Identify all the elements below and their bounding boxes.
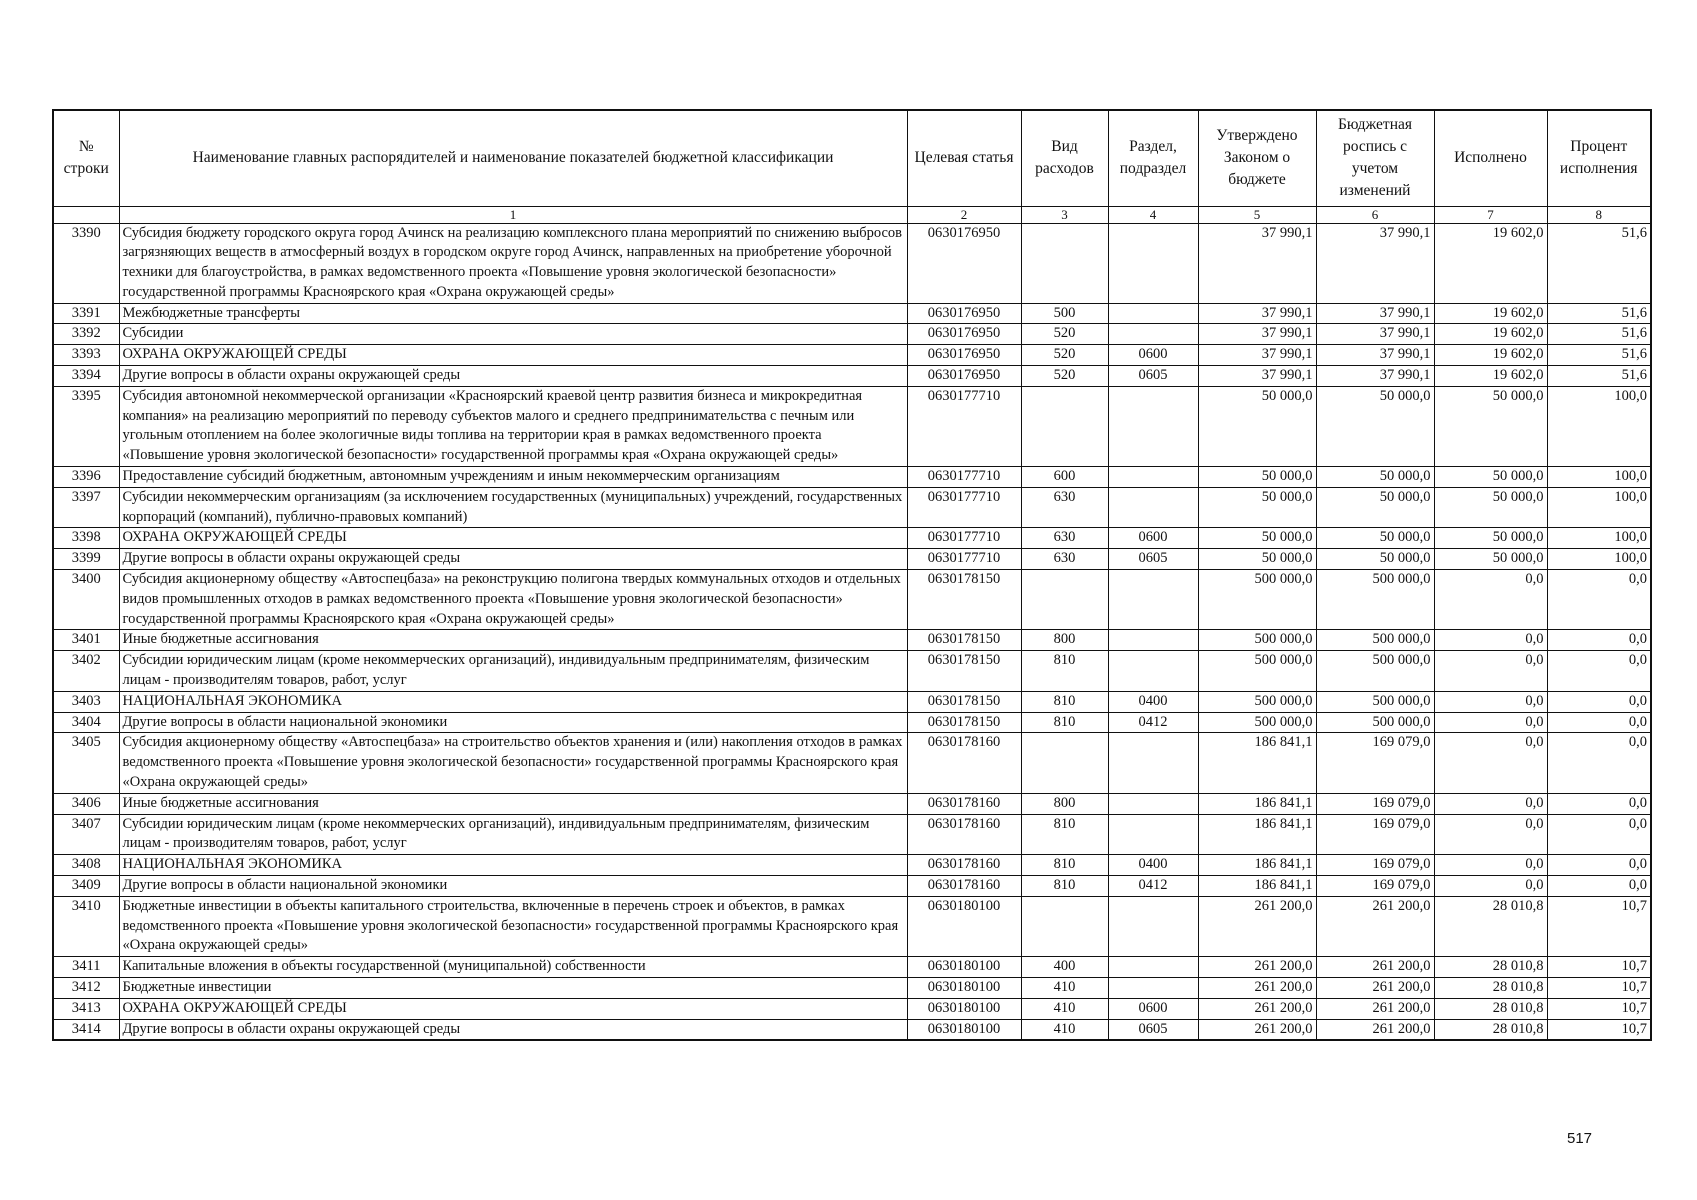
approved-cell: 261 200,0 (1198, 977, 1316, 998)
table-row (53, 467, 1651, 488)
section-cell (1108, 487, 1198, 528)
table-row (53, 386, 1651, 466)
percent-cell: 51,6 (1547, 345, 1651, 366)
approved-cell: 50 000,0 (1198, 487, 1316, 528)
budget-schedule-cell: 169 079,0 (1316, 855, 1434, 876)
page-number: 517 (1567, 1130, 1593, 1147)
target-article-cell: 0630180100 (907, 977, 1021, 998)
target-article-cell: 0630178150 (907, 651, 1021, 692)
table-row (53, 651, 1651, 692)
section-cell: 0400 (1108, 855, 1198, 876)
percent-cell: 51,6 (1547, 366, 1651, 387)
header-name: Наименование главных распорядителей и наименование показателей бюджетной классификации (119, 110, 907, 206)
section-cell (1108, 793, 1198, 814)
target-article-cell: 0630178150 (907, 630, 1021, 651)
expense-type-cell: 810 (1021, 691, 1108, 712)
expense-type-cell: 810 (1021, 814, 1108, 855)
percent-cell: 10,7 (1547, 1019, 1651, 1040)
table-row (53, 691, 1651, 712)
budget-schedule-cell: 261 200,0 (1316, 957, 1434, 978)
row-name-cell: Субсидия акционерному обществу «Автоспецбаза» на реконструкцию полигона твердых коммунальных отходов и отдельных видов промышленных отходов в рамках ведомственного проекта «Повышение уровня экологической безопасности» государственной программы Красноярского края «Охрана окружающей среды» (119, 570, 907, 630)
row-name-cell: НАЦИОНАЛЬНАЯ ЭКОНОМИКА (119, 691, 907, 712)
row-name-cell: Предоставление субсидий бюджетным, автономным учреждениям и иным некоммерческим организациям (119, 467, 907, 488)
header-target-article: Целевая статья (907, 110, 1021, 206)
target-article-cell: 0630177710 (907, 528, 1021, 549)
target-article-cell: 0630180100 (907, 957, 1021, 978)
section-cell (1108, 467, 1198, 488)
percent-cell: 51,6 (1547, 303, 1651, 324)
executed-cell: 0,0 (1434, 793, 1547, 814)
table-row (53, 1019, 1651, 1040)
percent-cell: 0,0 (1547, 855, 1651, 876)
budget-schedule-cell: 500 000,0 (1316, 651, 1434, 692)
executed-cell: 0,0 (1434, 855, 1547, 876)
percent-cell: 100,0 (1547, 487, 1651, 528)
budget-schedule-cell: 50 000,0 (1316, 528, 1434, 549)
row-name-cell: Субсидии юридическим лицам (кроме некоммерческих организаций), индивидуальным предпринимателям, физическим лицам - производителям товаров, работ, услуг (119, 814, 907, 855)
percent-cell: 51,6 (1547, 223, 1651, 303)
executed-cell: 19 602,0 (1434, 324, 1547, 345)
executed-cell: 50 000,0 (1434, 528, 1547, 549)
executed-cell: 19 602,0 (1434, 366, 1547, 387)
approved-cell: 500 000,0 (1198, 570, 1316, 630)
approved-cell: 50 000,0 (1198, 386, 1316, 466)
percent-cell: 100,0 (1547, 386, 1651, 466)
percent-cell: 0,0 (1547, 570, 1651, 630)
row-name-cell: Иные бюджетные ассигнования (119, 793, 907, 814)
expense-type-cell: 630 (1021, 487, 1108, 528)
row-name-cell: Бюджетные инвестиции в объекты капитального строительства, включенные в перечень строек и объектов, в рамках ведомственного проекта «Повышение уровня экологической безопасности» государственной программы Красноярского края «Охрана окружающей среды» (119, 896, 907, 956)
table-row (53, 855, 1651, 876)
target-article-cell: 0630177710 (907, 549, 1021, 570)
row-name-cell: Другие вопросы в области охраны окружающей среды (119, 1019, 907, 1040)
row-number-cell: 3412 (53, 977, 119, 998)
budget-schedule-cell: 37 990,1 (1316, 223, 1434, 303)
row-number-cell: 3411 (53, 957, 119, 978)
budget-schedule-cell: 50 000,0 (1316, 487, 1434, 528)
row-name-cell: Субсидия автономной некоммерческой организации «Красноярский краевой центр развития бизнеса и микрокредитная компания» на реализацию мероприятий по переводу субъектов малого и среднего предпринимательства с печным или угольным отоплением на более экологичные виды топлива на территории края в рамках ведомственного проекта «Повышение уровня экологической безопасности» государственной программы края «Охрана окружающей среды» (119, 386, 907, 466)
percent-cell: 10,7 (1547, 977, 1651, 998)
table-row (53, 998, 1651, 1019)
row-number-cell: 3398 (53, 528, 119, 549)
percent-cell: 0,0 (1547, 712, 1651, 733)
table-row (53, 303, 1651, 324)
percent-cell: 10,7 (1547, 896, 1651, 956)
approved-cell: 261 200,0 (1198, 896, 1316, 956)
target-article-cell: 0630177710 (907, 386, 1021, 466)
executed-cell: 50 000,0 (1434, 549, 1547, 570)
target-article-cell: 0630178160 (907, 876, 1021, 897)
approved-cell: 50 000,0 (1198, 528, 1316, 549)
percent-cell: 0,0 (1547, 733, 1651, 793)
approved-cell: 261 200,0 (1198, 998, 1316, 1019)
row-number-cell: 3401 (53, 630, 119, 651)
approved-cell: 37 990,1 (1198, 303, 1316, 324)
table-row (53, 223, 1651, 303)
expense-type-cell: 800 (1021, 793, 1108, 814)
target-article-cell: 0630178150 (907, 570, 1021, 630)
budget-schedule-cell: 261 200,0 (1316, 1019, 1434, 1040)
section-cell: 0600 (1108, 998, 1198, 1019)
row-number-cell: 3391 (53, 303, 119, 324)
approved-cell: 186 841,1 (1198, 876, 1316, 897)
row-number-cell: 3407 (53, 814, 119, 855)
table-row (53, 712, 1651, 733)
header-expense-type: Вид расходов (1021, 110, 1108, 206)
target-article-cell: 0630178150 (907, 691, 1021, 712)
executed-cell: 28 010,8 (1434, 998, 1547, 1019)
section-cell: 0600 (1108, 528, 1198, 549)
header-budget-schedule: Бюджетная роспись с учетом изменений (1316, 110, 1434, 206)
budget-schedule-cell: 169 079,0 (1316, 876, 1434, 897)
header-approved: Утверждено Законом о бюджете (1198, 110, 1316, 206)
budget-schedule-cell: 37 990,1 (1316, 345, 1434, 366)
executed-cell: 19 602,0 (1434, 223, 1547, 303)
budget-schedule-cell: 37 990,1 (1316, 366, 1434, 387)
target-article-cell: 0630178160 (907, 793, 1021, 814)
expense-type-cell: 810 (1021, 651, 1108, 692)
approved-cell: 500 000,0 (1198, 712, 1316, 733)
expense-type-cell (1021, 896, 1108, 956)
row-name-cell: НАЦИОНАЛЬНАЯ ЭКОНОМИКА (119, 855, 907, 876)
row-name-cell: Другие вопросы в области национальной экономики (119, 712, 907, 733)
header-percent: Процент исполнения (1547, 110, 1651, 206)
table-row (53, 896, 1651, 956)
header-row-number: № строки (53, 110, 119, 206)
row-number-cell: 3390 (53, 223, 119, 303)
section-cell (1108, 386, 1198, 466)
expense-type-cell: 810 (1021, 876, 1108, 897)
percent-cell: 10,7 (1547, 998, 1651, 1019)
table-row (53, 549, 1651, 570)
header-section: Раздел, подраздел (1108, 110, 1198, 206)
row-name-cell: Субсидии некоммерческим организациям (за исключением государственных (муниципальных) учреждений, государственных корпораций (компаний), публично-правовых компаний) (119, 487, 907, 528)
section-cell (1108, 324, 1198, 345)
row-name-cell: Субсидия бюджету городского округа город Ачинск на реализацию комплексного плана мероприятий по снижению выбросов загрязняющих веществ в атмосферный воздух в городском округе город Ачинск, направленных на приобретение уборочной техники для благоустройства, в рамках ведомственного проекта «Повышение уровня экологической безопасности» государственной программы Красноярского края «Охрана окружающей среды» (119, 223, 907, 303)
row-number-cell: 3402 (53, 651, 119, 692)
budget-schedule-cell: 261 200,0 (1316, 896, 1434, 956)
row-number-cell: 3410 (53, 896, 119, 956)
section-cell (1108, 303, 1198, 324)
section-cell (1108, 977, 1198, 998)
column-number-row (53, 206, 1651, 223)
approved-cell: 186 841,1 (1198, 814, 1316, 855)
budget-schedule-cell: 500 000,0 (1316, 691, 1434, 712)
table-row (53, 793, 1651, 814)
expense-type-cell: 400 (1021, 957, 1108, 978)
table-row (53, 977, 1651, 998)
target-article-cell: 0630178160 (907, 855, 1021, 876)
budget-schedule-cell: 37 990,1 (1316, 303, 1434, 324)
row-number-cell: 3403 (53, 691, 119, 712)
expense-type-cell: 410 (1021, 998, 1108, 1019)
executed-cell: 28 010,8 (1434, 896, 1547, 956)
section-cell (1108, 814, 1198, 855)
table-row (53, 570, 1651, 630)
row-number-cell: 3409 (53, 876, 119, 897)
column-number (53, 206, 119, 223)
budget-schedule-cell: 261 200,0 (1316, 998, 1434, 1019)
target-article-cell: 0630177710 (907, 467, 1021, 488)
expense-type-cell (1021, 570, 1108, 630)
expense-type-cell: 600 (1021, 467, 1108, 488)
row-number-cell: 3400 (53, 570, 119, 630)
target-article-cell: 0630180100 (907, 1019, 1021, 1040)
table-row (53, 876, 1651, 897)
executed-cell: 0,0 (1434, 876, 1547, 897)
section-cell: 0605 (1108, 549, 1198, 570)
executed-cell: 19 602,0 (1434, 345, 1547, 366)
row-number-cell: 3392 (53, 324, 119, 345)
row-number-cell: 3405 (53, 733, 119, 793)
executed-cell: 0,0 (1434, 570, 1547, 630)
budget-schedule-cell: 500 000,0 (1316, 712, 1434, 733)
approved-cell: 50 000,0 (1198, 549, 1316, 570)
expense-type-cell (1021, 386, 1108, 466)
target-article-cell: 0630178150 (907, 712, 1021, 733)
expense-type-cell: 810 (1021, 712, 1108, 733)
approved-cell: 37 990,1 (1198, 223, 1316, 303)
row-name-cell: Другие вопросы в области национальной экономики (119, 876, 907, 897)
expense-type-cell: 520 (1021, 324, 1108, 345)
section-cell (1108, 957, 1198, 978)
expense-type-cell (1021, 223, 1108, 303)
approved-cell: 37 990,1 (1198, 324, 1316, 345)
percent-cell: 0,0 (1547, 814, 1651, 855)
target-article-cell: 0630176950 (907, 324, 1021, 345)
approved-cell: 37 990,1 (1198, 366, 1316, 387)
percent-cell: 0,0 (1547, 691, 1651, 712)
executed-cell: 0,0 (1434, 630, 1547, 651)
approved-cell: 186 841,1 (1198, 733, 1316, 793)
target-article-cell: 0630176950 (907, 345, 1021, 366)
target-article-cell: 0630178160 (907, 733, 1021, 793)
row-number-cell: 3404 (53, 712, 119, 733)
row-name-cell: Субсидии юридическим лицам (кроме некоммерческих организаций), индивидуальным предпринимателям, физическим лицам - производителям товаров, работ, услуг (119, 651, 907, 692)
table-row (53, 324, 1651, 345)
table-row (53, 366, 1651, 387)
section-cell (1108, 223, 1198, 303)
executed-cell: 28 010,8 (1434, 977, 1547, 998)
table-row (53, 814, 1651, 855)
budget-schedule-cell: 50 000,0 (1316, 386, 1434, 466)
row-name-cell: Межбюджетные трансферты (119, 303, 907, 324)
target-article-cell: 0630180100 (907, 896, 1021, 956)
row-number-cell: 3394 (53, 366, 119, 387)
row-name-cell: ОХРАНА ОКРУЖАЮЩЕЙ СРЕДЫ (119, 345, 907, 366)
budget-schedule-cell: 500 000,0 (1316, 570, 1434, 630)
column-number: 6 (1316, 206, 1434, 223)
percent-cell: 100,0 (1547, 467, 1651, 488)
target-article-cell: 0630176950 (907, 366, 1021, 387)
row-number-cell: 3414 (53, 1019, 119, 1040)
expense-type-cell: 810 (1021, 855, 1108, 876)
approved-cell: 261 200,0 (1198, 957, 1316, 978)
percent-cell: 10,7 (1547, 957, 1651, 978)
executed-cell: 19 602,0 (1434, 303, 1547, 324)
approved-cell: 186 841,1 (1198, 855, 1316, 876)
section-cell: 0605 (1108, 1019, 1198, 1040)
approved-cell: 186 841,1 (1198, 793, 1316, 814)
section-cell: 0605 (1108, 366, 1198, 387)
executed-cell: 28 010,8 (1434, 1019, 1547, 1040)
budget-schedule-cell: 261 200,0 (1316, 977, 1434, 998)
column-number: 3 (1021, 206, 1108, 223)
target-article-cell: 0630180100 (907, 998, 1021, 1019)
budget-table (52, 109, 1652, 1041)
budget-schedule-cell: 500 000,0 (1316, 630, 1434, 651)
section-cell (1108, 570, 1198, 630)
row-number-cell: 3395 (53, 386, 119, 466)
row-number-cell: 3399 (53, 549, 119, 570)
table-row (53, 957, 1651, 978)
row-name-cell: Капитальные вложения в объекты государственной (муниципальной) собственности (119, 957, 907, 978)
percent-cell: 51,6 (1547, 324, 1651, 345)
column-number: 8 (1547, 206, 1651, 223)
table-row (53, 345, 1651, 366)
budget-schedule-cell: 50 000,0 (1316, 549, 1434, 570)
section-cell (1108, 630, 1198, 651)
target-article-cell: 0630178160 (907, 814, 1021, 855)
column-number: 4 (1108, 206, 1198, 223)
percent-cell: 100,0 (1547, 528, 1651, 549)
section-cell: 0412 (1108, 712, 1198, 733)
percent-cell: 0,0 (1547, 876, 1651, 897)
row-number-cell: 3393 (53, 345, 119, 366)
column-number: 7 (1434, 206, 1547, 223)
row-number-cell: 3408 (53, 855, 119, 876)
section-cell (1108, 733, 1198, 793)
section-cell: 0400 (1108, 691, 1198, 712)
table-row (53, 487, 1651, 528)
row-name-cell: Субсидии (119, 324, 907, 345)
executed-cell: 0,0 (1434, 733, 1547, 793)
row-number-cell: 3397 (53, 487, 119, 528)
row-name-cell: Иные бюджетные ассигнования (119, 630, 907, 651)
section-cell: 0412 (1108, 876, 1198, 897)
section-cell (1108, 651, 1198, 692)
budget-schedule-cell: 169 079,0 (1316, 793, 1434, 814)
executed-cell: 0,0 (1434, 712, 1547, 733)
approved-cell: 500 000,0 (1198, 630, 1316, 651)
expense-type-cell: 520 (1021, 366, 1108, 387)
approved-cell: 50 000,0 (1198, 467, 1316, 488)
row-number-cell: 3413 (53, 998, 119, 1019)
executed-cell: 0,0 (1434, 814, 1547, 855)
budget-schedule-cell: 169 079,0 (1316, 733, 1434, 793)
row-name-cell: ОХРАНА ОКРУЖАЮЩЕЙ СРЕДЫ (119, 998, 907, 1019)
expense-type-cell: 410 (1021, 977, 1108, 998)
expense-type-cell: 410 (1021, 1019, 1108, 1040)
table-row (53, 733, 1651, 793)
header-executed: Исполнено (1434, 110, 1547, 206)
expense-type-cell (1021, 733, 1108, 793)
approved-cell: 37 990,1 (1198, 345, 1316, 366)
expense-type-cell: 630 (1021, 549, 1108, 570)
approved-cell: 500 000,0 (1198, 651, 1316, 692)
executed-cell: 50 000,0 (1434, 487, 1547, 528)
table-body (53, 223, 1651, 1040)
approved-cell: 500 000,0 (1198, 691, 1316, 712)
row-name-cell: Другие вопросы в области охраны окружающей среды (119, 366, 907, 387)
executed-cell: 50 000,0 (1434, 386, 1547, 466)
budget-schedule-cell: 169 079,0 (1316, 814, 1434, 855)
budget-schedule-cell: 37 990,1 (1316, 324, 1434, 345)
target-article-cell: 0630176950 (907, 223, 1021, 303)
table-row (53, 528, 1651, 549)
expense-type-cell: 800 (1021, 630, 1108, 651)
percent-cell: 0,0 (1547, 630, 1651, 651)
table-header (53, 110, 1651, 223)
table-row (53, 630, 1651, 651)
target-article-cell: 0630176950 (907, 303, 1021, 324)
row-name-cell: Другие вопросы в области охраны окружающей среды (119, 549, 907, 570)
approved-cell: 261 200,0 (1198, 1019, 1316, 1040)
section-cell: 0600 (1108, 345, 1198, 366)
row-number-cell: 3396 (53, 467, 119, 488)
percent-cell: 100,0 (1547, 549, 1651, 570)
row-number-cell: 3406 (53, 793, 119, 814)
budget-schedule-cell: 50 000,0 (1316, 467, 1434, 488)
row-name-cell: ОХРАНА ОКРУЖАЮЩЕЙ СРЕДЫ (119, 528, 907, 549)
executed-cell: 28 010,8 (1434, 957, 1547, 978)
column-number: 1 (119, 206, 907, 223)
percent-cell: 0,0 (1547, 793, 1651, 814)
column-number: 2 (907, 206, 1021, 223)
executed-cell: 0,0 (1434, 651, 1547, 692)
target-article-cell: 0630177710 (907, 487, 1021, 528)
executed-cell: 0,0 (1434, 691, 1547, 712)
expense-type-cell: 630 (1021, 528, 1108, 549)
expense-type-cell: 500 (1021, 303, 1108, 324)
expense-type-cell: 520 (1021, 345, 1108, 366)
row-name-cell: Субсидия акционерному обществу «Автоспецбаза» на строительство объектов хранения и (или) накопления отходов в рамках ведомственного проекта «Повышение уровня экологической безопасности» государственной программы Красноярского края «Охрана окружающей среды» (119, 733, 907, 793)
percent-cell: 0,0 (1547, 651, 1651, 692)
row-name-cell: Бюджетные инвестиции (119, 977, 907, 998)
section-cell (1108, 896, 1198, 956)
executed-cell: 50 000,0 (1434, 467, 1547, 488)
column-number: 5 (1198, 206, 1316, 223)
